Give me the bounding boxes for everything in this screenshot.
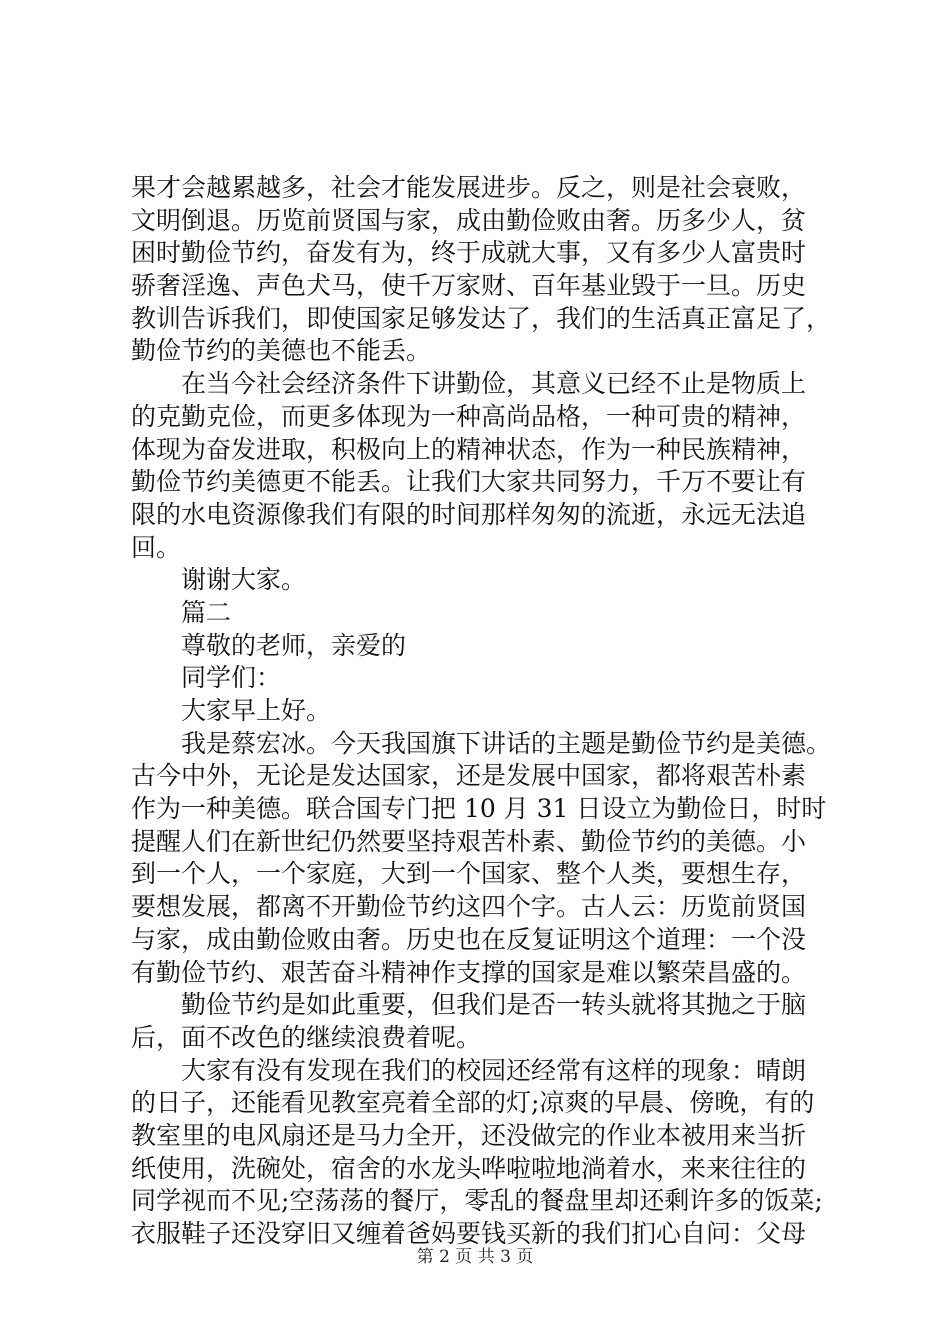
text-line: 提醒人们在新世纪仍然要坚持艰苦朴素、勤俭节约的美德。小: [131, 826, 807, 856]
text-line: 要想发展，都离不开勤俭节约这四个字。古人云：历览前贤国: [131, 892, 807, 922]
text-line: 体现为奋发进取，积极向上的精神状态，作为一种民族精神，: [131, 434, 807, 464]
text-line: 勤俭节约美德更不能丢。让我们大家共同努力，千万不要让有: [131, 467, 807, 497]
text-line: 勤俭节约是如此重要，但我们是否一转头就将其抛之于脑: [181, 990, 807, 1020]
page-footer: 第 2 页 共 3 页: [416, 1247, 534, 1267]
text-line: 后，面不改色的继续浪费着呢。: [131, 1022, 482, 1052]
text-line: 的克勤克俭，而更多体现为一种高尚品格，一种可贵的精神，: [131, 401, 807, 431]
text-line: 骄奢淫逸、声色犬马，使千万家财、百年基业毁于一旦。历史: [131, 271, 807, 301]
text-line: 作为一种美德。联合国专门把 10 月 31 日设立为勤俭日，时时: [131, 794, 827, 824]
text-line: 在当今社会经济条件下讲勤俭，其意义已经不止是物质上: [181, 369, 807, 399]
text-line: 尊敬的老师，亲爱的: [181, 630, 407, 660]
text-line: 到一个人，一个家庭，大到一个国家、整个人类，要想生存，: [131, 859, 807, 889]
text-line: 果才会越累越多，社会才能发展进步。反之，则是社会衰败，: [131, 173, 807, 202]
text-line: 勤俭节约的美德也不能丢。: [131, 336, 432, 366]
text-line: 我是蔡宏冰。今天我国旗下讲话的主题是勤俭节约是美德。: [181, 728, 832, 758]
text-line: 同学视而不见;空荡荡的餐厅，零乱的餐盘里却还剩许多的饭菜;: [131, 1186, 823, 1216]
text-line: 同学们：: [181, 663, 282, 693]
text-line: 困时勤俭节约，奋发有为，终于成就大事，又有多少人富贵时: [131, 238, 807, 268]
document-body: [131, 172, 851, 1251]
text-line: 教训告诉我们，即使国家足够发达了，我们的生活真正富足了，: [131, 303, 832, 333]
text-line: 大家有没有发现在我们的校园还经常有这样的现象：晴朗: [181, 1055, 807, 1085]
text-line: 限的水电资源像我们有限的时间那样匆匆的流逝，永远无法追: [131, 499, 807, 529]
text-line: 纸使用，洗碗处，宿舍的水龙头哗啦啦地淌着水，来来往往的: [131, 1153, 807, 1183]
text-line: 文明倒退。历览前贤国与家，成由勤俭败由奢。历多少人，贫: [131, 205, 807, 235]
text-line: 篇二: [181, 597, 232, 627]
text-line: 大家早上好。: [181, 696, 332, 725]
text-line: 教室里的电风扇还是马力全开，还没做完的作业本被用来当折: [131, 1120, 807, 1150]
text-line: 有勤俭节约、艰苦奋斗精神作支撑的国家是难以繁荣昌盛的。: [131, 957, 807, 987]
text-line: 谢谢大家。: [181, 565, 307, 595]
text-line: 衣服鞋子还没穿旧又缠着爸妈要钱买新的我们扪心自问：父母: [131, 1219, 807, 1248]
text-line: 与家，成由勤俭败由奢。历史也在反复证明这个道理：一个没: [131, 924, 807, 954]
text-line: 的日子，还能看见教室亮着全部的灯;凉爽的早晨、傍晚，有的: [131, 1088, 815, 1118]
text-line: 回。: [131, 532, 182, 562]
text-line: 古今中外，无论是发达国家，还是发展中国家，都将艰苦朴素: [131, 761, 807, 791]
